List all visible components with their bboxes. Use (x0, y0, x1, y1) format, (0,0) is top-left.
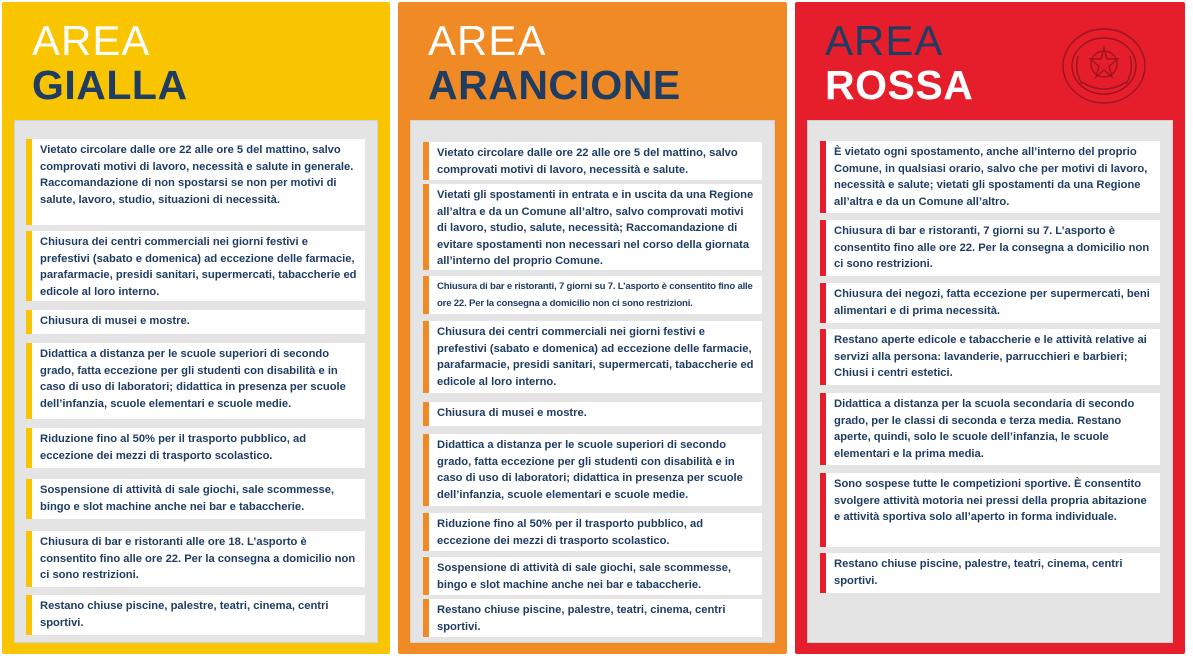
rule-item: Sospensione di attività di sale giochi, sale scommesse, bingo e slot machine anche nei bar e tabaccherie. (26, 479, 365, 519)
rule-item: Vietato circolare dalle ore 22 alle ore 5 del mattino, salvo comprovati motivi di lavoro, necessità e salute. (423, 142, 762, 180)
panel-area-rossa (795, 2, 1185, 654)
rule-item: Restano chiuse piscine, palestre, teatri, cinema, centri sportivi. (26, 595, 365, 635)
panel-header (398, 2, 787, 118)
rule-item: Chiusura dei centri commerciali nei giorni festivi e prefestivi (sabato e domenica) ad eccezione delle farmacie, parafarmacie, presidi sanitari, supermercati, tabaccherie ed edicole al loro interno. (423, 321, 762, 393)
panel-title: ARANCIONE (428, 62, 681, 108)
rule-item: Chiusura di bar e ristoranti, 7 giorni su 7. L’asporto è consentito fino alle ore 22. Per la consegna a domicilio non ci sono restrizioni. (423, 276, 762, 314)
rule-item: Chiusura di musei e mostre. (26, 310, 365, 334)
rule-item: Restano chiuse piscine, palestre, teatri, cinema, centri sportivi. (820, 553, 1160, 593)
panel-area-arancione (398, 2, 787, 654)
rule-item: Didattica a distanza per la scuola secondaria di secondo grado, per le classi di seconda e terza media. Restano aperte, quindi, solo le scuole dell’infanzia, le scuole elementari e la prima media. (820, 393, 1160, 465)
panel-title-top: AREA (428, 17, 547, 64)
rule-item: Didattica a distanza per le scuole superiori di secondo grado, fatta eccezione per gli studenti con disabilità e in caso di uso di laboratori; didattica in presenza per scuole dell’infanzia, scuole elementari e scuole medie. (26, 343, 365, 419)
panel-title-top: AREA (32, 17, 151, 64)
rules-list (14, 120, 378, 643)
panel-header (795, 2, 1185, 118)
panel-title-top: AREA (825, 17, 944, 64)
rule-item: Chiusura di bar e ristoranti alle ore 18. L’asporto è consentito fino alle ore 22. Per la consegna a domicilio non ci sono restrizioni. (26, 531, 365, 587)
rule-item: Riduzione fino al 50% per il trasporto pubblico, ad eccezione dei mezzi di trasporto scolastico. (423, 513, 762, 551)
rule-item: Restano chiuse piscine, palestre, teatri, cinema, centri sportivi. (423, 599, 762, 637)
italian-republic-emblem-icon (1060, 26, 1148, 106)
rule-item: Chiusura di musei e mostre. (423, 402, 762, 426)
rule-item: Vietato circolare dalle ore 22 alle ore 5 del mattino, salvo comprovati motivi di lavoro, necessità e salute in generale. Raccomandazione di non spostarsi se non per motivi di salute, lavoro, studio, situazioni di necessità. (26, 139, 365, 225)
rule-item: Chiusura dei centri commerciali nei giorni festivi e prefestivi (sabato e domenica) ad eccezione delle farmacie, parafarmacie, presidi sanitari, supermercati, tabaccherie ed edicole al loro interno. (26, 231, 365, 301)
panel-title: GIALLA (32, 62, 188, 108)
panel-area-gialla (2, 2, 390, 654)
rule-item: Didattica a distanza per le scuole superiori di secondo grado, fatta eccezione per gli studenti con disabilità e in caso di uso di laboratori; didattica in presenza per scuole dell’infanzia, scuole elementari e scuole medie. (423, 434, 762, 506)
rule-item: Sospensione di attività di sale giochi, sale scommesse, bingo e slot machine anche nei bar e tabaccherie. (423, 557, 762, 595)
rule-item: Chiusura di bar e ristoranti, 7 giorni su 7. L’asporto è consentito fino alle ore 22. Per la consegna a domicilio non ci sono restrizioni. (820, 220, 1160, 276)
panel-title: ROSSA (825, 62, 974, 108)
rule-item: Vietati gli spostamenti in entrata e in uscita da una Regione all’altra e da un Comune all’altro, salvo comprovati motivi di lavoro, studio, salute, necessità; Raccomandazione di evitare spostamenti non necessari nel corso della giornata all’interno del proprio Comune. (423, 184, 762, 270)
rules-list (410, 120, 775, 643)
rule-item: Chiusura dei negozi, fatta eccezione per supermercati, beni alimentari e di prima necessità. (820, 283, 1160, 323)
rules-list (807, 120, 1173, 643)
rule-item: Restano aperte edicole e tabaccherie e le attività relative ai servizi alla persona: lavanderie, parrucchieri e barbieri; Chiusi i centri estetici. (820, 329, 1160, 385)
panel-header (2, 2, 390, 118)
rule-item: Sono sospese tutte le competizioni sportive. È consentito svolgere attività motoria nei pressi della propria abitazione e attività sportiva solo all’aperto in forma individuale. (820, 473, 1160, 547)
rule-item: È vietato ogni spostamento, anche all’interno del proprio Comune, in qualsiasi orario, salvo che per motivi di lavoro, necessità e salute; vietati gli spostamenti da una Regione all’altra e da un Comune all’altro. (820, 141, 1160, 213)
rule-item: Riduzione fino al 50% per il trasporto pubblico, ad eccezione dei mezzi di trasporto scolastico. (26, 428, 365, 468)
